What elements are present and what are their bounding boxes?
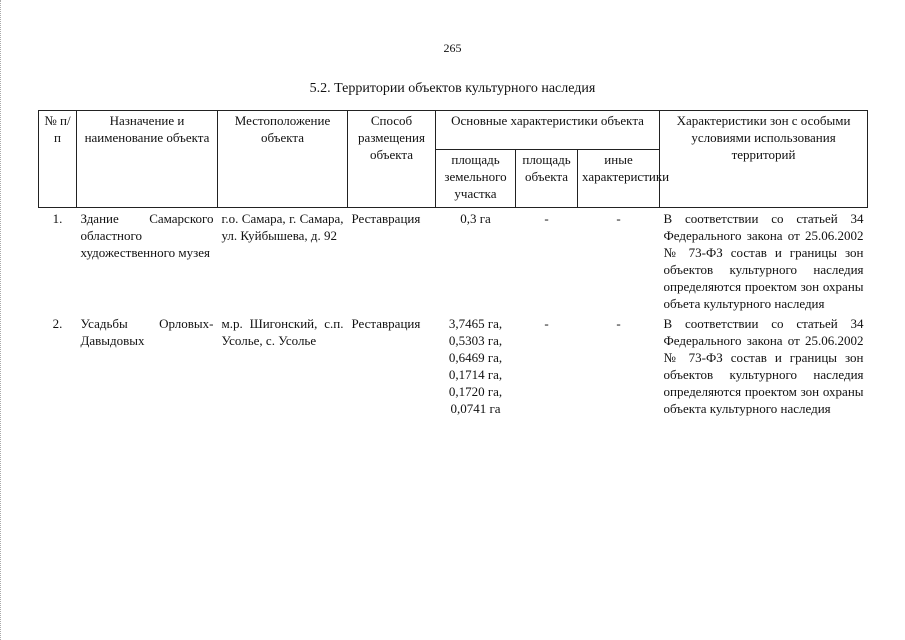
other-characteristics: - — [616, 316, 621, 331]
header-other-characteristics: иные характеристики — [578, 150, 660, 208]
object-name: Усадьбы Орловых-Давыдовых — [80, 316, 214, 348]
table-row — [39, 208, 868, 314]
zone-characteristics: В соответствии со статьей 34 Федерального закона от 25.06.2002 № 73-ФЗ состав и границы зон объектов культурного наследия определяются проектом зон охраны объекта культурного наследия — [663, 316, 864, 416]
object-name: Здание Самарского областного художественного музея — [80, 211, 214, 260]
heritage-table — [38, 110, 868, 418]
header-zones: Характеристики зон с особыми условиями использования территорий — [660, 111, 868, 208]
placement-method: Реставрация — [351, 211, 421, 226]
object-location: г.о. Самара, г. Самара, ул. Куйбышева, д. 92 — [221, 211, 344, 243]
object-area: - — [544, 316, 549, 331]
row-number: 2. — [52, 316, 63, 331]
zone-characteristics: В соответствии со статьей 34 Федерального закона от 25.06.2002 № 73-ФЗ состав и границы зон объектов культурного наследия определяются проектом зон охраны объета культурного наследия — [663, 211, 864, 311]
object-area: - — [544, 211, 549, 226]
section-title: 5.2. Территории объектов культурного наследия — [309, 81, 596, 96]
header-object-area: площадь объекта — [516, 150, 578, 208]
land-area: 0,3 га — [460, 211, 491, 226]
header-placement: Способ размещения объекта — [348, 111, 436, 208]
header-land-area: площадь земельного участка — [436, 150, 516, 208]
header-main-characteristics: Основные характеристики объекта — [436, 111, 660, 150]
placement-method: Реставрация — [351, 316, 421, 331]
page-number: 265 — [443, 41, 462, 55]
header-name: Назначение и наименование объекта — [77, 111, 218, 208]
table-row — [39, 313, 868, 418]
header-num: № п/п — [39, 111, 77, 208]
land-area: 3,7465 га, 0,5303 га, 0,6469 га, 0,1714 га, 0,1720 га, 0,0741 га — [448, 316, 503, 416]
other-characteristics: - — [616, 211, 621, 226]
header-location: Местоположение объекта — [218, 111, 348, 208]
object-location: м.р. Шигонский, с.п. Усолье, с. Усолье — [221, 316, 344, 348]
row-number: 1. — [52, 211, 63, 226]
